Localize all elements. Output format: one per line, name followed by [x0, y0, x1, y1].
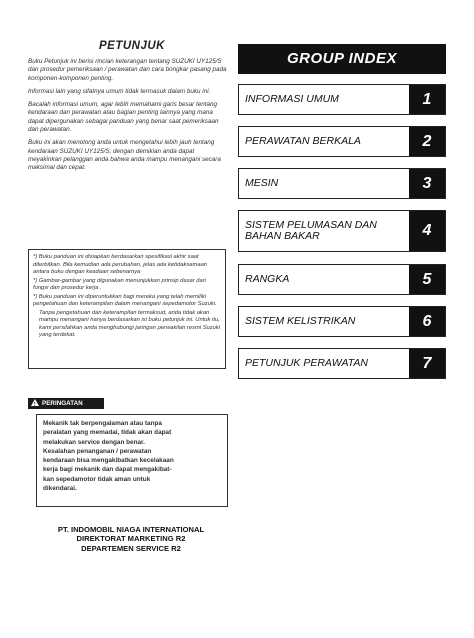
- note-item: *) Buku panduan ini diperuntukkan bagi mereka yang telah memiliki pengetahuan dan keterampilan dalam menangani sepedamotor Suzuki.: [33, 293, 217, 307]
- group-index-label: SISTEM KELISTRIKAN: [245, 315, 356, 327]
- group-index-item-sistem-pelumasan[interactable]: [238, 210, 446, 252]
- group-index-item-perawatan-berkala[interactable]: [238, 126, 446, 157]
- group-index-label: PETUNJUK PERAWATAN: [245, 357, 368, 369]
- group-index-number: 7: [409, 349, 445, 378]
- group-index-number: 1: [409, 85, 445, 114]
- warning-line: melakukan service dengan benar.: [43, 438, 145, 446]
- warning-header: [28, 398, 104, 409]
- group-index-item-petunjuk-perawatan[interactable]: [238, 348, 446, 379]
- footer-line: DIREKTORAT MARKETING R2: [76, 534, 186, 544]
- group-index-item-rangka[interactable]: [238, 264, 446, 295]
- note-item: *) Gambar-gambar yang digunakan menunjukkan prinsip dasar dari fungsi dan prosedur kerja .: [33, 277, 206, 291]
- group-index-number: 6: [409, 307, 445, 336]
- warning-icon: [31, 399, 39, 406]
- group-index-item-mesin[interactable]: [238, 168, 446, 199]
- note-item: Tanpa pengetahuan dan keterampilan termaksud, anda tidak akan mampu menangani hanya berdasarkan isi buku petunjuk ini. Untuk itu, kami persilahkan anda menghubungi jaringan perwakilan resmi Suzuki yang terdekat.: [39, 309, 221, 338]
- warning-line: dikendarai.: [43, 485, 77, 493]
- group-index-title: GROUP INDEX: [238, 44, 446, 74]
- intro-paragraph: Informasi lain yang sifatnya umum tidak termasuk dalam buku ini.: [28, 87, 211, 95]
- group-index-label: RANGKA: [245, 273, 290, 285]
- publisher-footer: [28, 525, 234, 553]
- group-index-number: 4: [409, 211, 445, 251]
- warning-box: [36, 414, 228, 507]
- group-index-label: INFORMASI UMUM: [245, 93, 339, 105]
- warning-line: Mekanik tak berpengalaman atau tanpa: [43, 420, 162, 427]
- warning-label: PERINGATAN: [42, 400, 83, 407]
- intro-paragraph: Bacalah informasi umum, agar lebih memahami garis besar tentang kendaraan dan perawatan atau bagian penting lainnya yang mana dapat dipergunakan sebagai panduan yang benar saat pemeriksaan dan perawatan.: [28, 101, 219, 134]
- warning-line: kendaraan bisa mengakibatkan kecelakaan: [43, 457, 174, 465]
- introduction-title: PETUNJUK: [99, 40, 165, 52]
- intro-paragraph: Buku Petunjuk ini berisi rincian keterangan tentang SUZUKI UY125/S dan prosedur pemeriksaan / perawatan dan cara bongkar pasang pada komponen-komponen penting.: [28, 58, 227, 82]
- group-index-number: 2: [409, 127, 445, 156]
- group-index: [238, 44, 446, 390]
- note-item: *) Buku panduan ini disiapkan berdasarkan spesifikasi akhir saat diterbitkan. Bila kemudian ada perubahan, jelas ada ketidaksamaan antara buku dengan keadaan sebenarnya: [33, 254, 208, 275]
- warning-line: kan sepedamotor tidak aman untuk: [43, 475, 151, 483]
- group-index-number: 5: [409, 265, 445, 294]
- group-index-label: PERAWATAN BERKALA: [245, 135, 361, 147]
- group-index-item-sistem-kelistrikan[interactable]: [238, 306, 446, 337]
- group-index-label: MESIN: [245, 177, 279, 189]
- footer-line: PT. INDOMOBIL NIAGA INTERNATIONAL: [57, 525, 205, 534]
- group-index-label: SISTEM PELUMASAN DAN BAHAN BAKAR: [245, 219, 377, 242]
- warning-line: kerja bagi mekanik dan dapat mengakibat-: [43, 466, 172, 474]
- warning-line: Kesalahan penanganan / perawatan: [43, 447, 152, 455]
- footer-line: DEPARTEMEN SERVICE R2: [81, 543, 181, 553]
- intro-paragraph: Buku ini akan menolong anda untuk mengetahui lebih jauh tentang kendaraan SUZUKI UY125/S, dengan demikian anda dapat meyakinkan pelanggan anda bahwa anda mampu menangani secara maksimal dan cepat.: [28, 139, 221, 172]
- group-index-item-informasi-umum[interactable]: [238, 84, 446, 115]
- warning-line: peralatan yang memadai, tidak akan dapat: [43, 429, 172, 437]
- group-index-number: 3: [409, 169, 445, 198]
- introduction-section: [28, 40, 228, 178]
- notes-box: [28, 249, 226, 369]
